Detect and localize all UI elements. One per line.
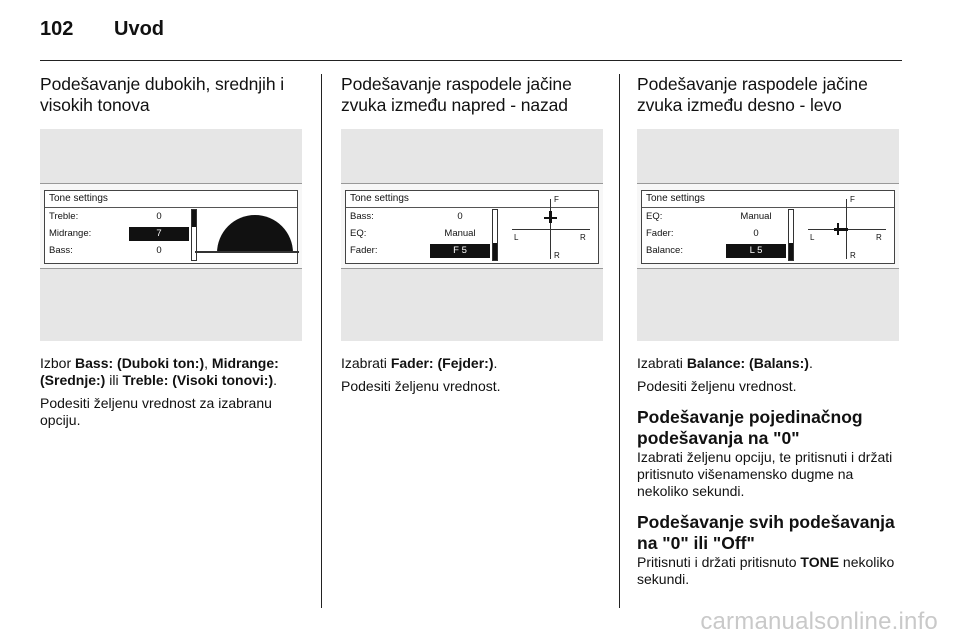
instruction-select-balance: Izabrati Balance: (Balans:).	[637, 355, 813, 371]
instruction-adjust-value: Podesiti željenu vrednost.	[637, 378, 797, 394]
column-fader	[341, 74, 607, 395]
row-midrange: Midrange: 7	[49, 226, 189, 242]
fader-balance-crosshair: F R L R	[508, 195, 594, 261]
tone-settings-panel	[44, 190, 298, 264]
row-eq: EQ: Manual	[646, 211, 772, 222]
column-tone-settings	[40, 74, 306, 429]
instruction-adjust-value: Podesiti željenu vrednost.	[341, 378, 501, 394]
section-title: Uvod	[114, 18, 164, 40]
instruction-reset-all: Pritisnuti i držati pritisnuto TONE nekoliko sekundi.	[637, 554, 895, 587]
fader-balance-crosshair: F R L R	[804, 195, 890, 261]
row-eq: EQ: Manual	[350, 228, 476, 239]
column-balance	[637, 74, 903, 588]
column-divider-1	[321, 74, 322, 608]
instruction-select-fader: Izabrati Fader: (Fejder:).	[341, 355, 498, 371]
row-balance: Balance: L 5	[646, 243, 786, 259]
screen-photo-balance	[637, 129, 899, 341]
header-rule	[40, 60, 902, 61]
row-treble: Treble: 0	[49, 211, 162, 222]
instruction-select-tone: Izbor Bass: (Duboki ton:), Midrange: (Srednje:) ili Treble: (Visoki tonovi:).	[40, 355, 279, 388]
row-fader: Fader: F 5	[350, 243, 490, 259]
heading-bass-mid-treble: Podešavanje dubokih, srednjih i visokih tonova	[40, 74, 285, 115]
panel-title: Tone settings	[49, 193, 108, 204]
row-bass: Bass: 0	[350, 211, 463, 222]
screen-photo-tone	[40, 129, 302, 341]
page-number: 102	[40, 18, 74, 40]
heading-fader: Podešavanje raspodele jačine zvuka između napred - nazad	[341, 74, 572, 115]
watermark: carmanualsonline.info	[700, 608, 938, 635]
eq-curve-graphic	[217, 215, 293, 253]
screen-photo-fader	[341, 129, 603, 341]
page-header	[40, 18, 164, 41]
heading-reset-single: Podešavanje pojedinačnog podešavanja na "0"	[637, 407, 863, 448]
heading-balance: Podešavanje raspodele jačine zvuka između desno - levo	[637, 74, 868, 115]
instruction-adjust-value: Podesiti željenu vrednost za izabranu opciju.	[40, 395, 272, 428]
instruction-reset-single: Izabrati željenu opciju, te pritisnuti i držati pritisnuto višenamensko dugme na nekoliko sekundi.	[637, 449, 893, 499]
scrollbar	[191, 209, 197, 261]
heading-reset-all: Podešavanje svih podešavanja na "0" ili "Off"	[637, 512, 895, 553]
column-divider-2	[619, 74, 620, 608]
scrollbar	[788, 209, 794, 261]
row-fader: Fader: 0	[646, 228, 759, 239]
scrollbar	[492, 209, 498, 261]
row-bass: Bass: 0	[49, 245, 162, 256]
balance-settings-panel: Tone settings EQ: Manual Fader: 0 Balance: L 5 F R L R	[641, 190, 895, 264]
fader-settings-panel: Tone settings Bass: 0 EQ: Manual Fader: F 5 F R L R	[345, 190, 599, 264]
